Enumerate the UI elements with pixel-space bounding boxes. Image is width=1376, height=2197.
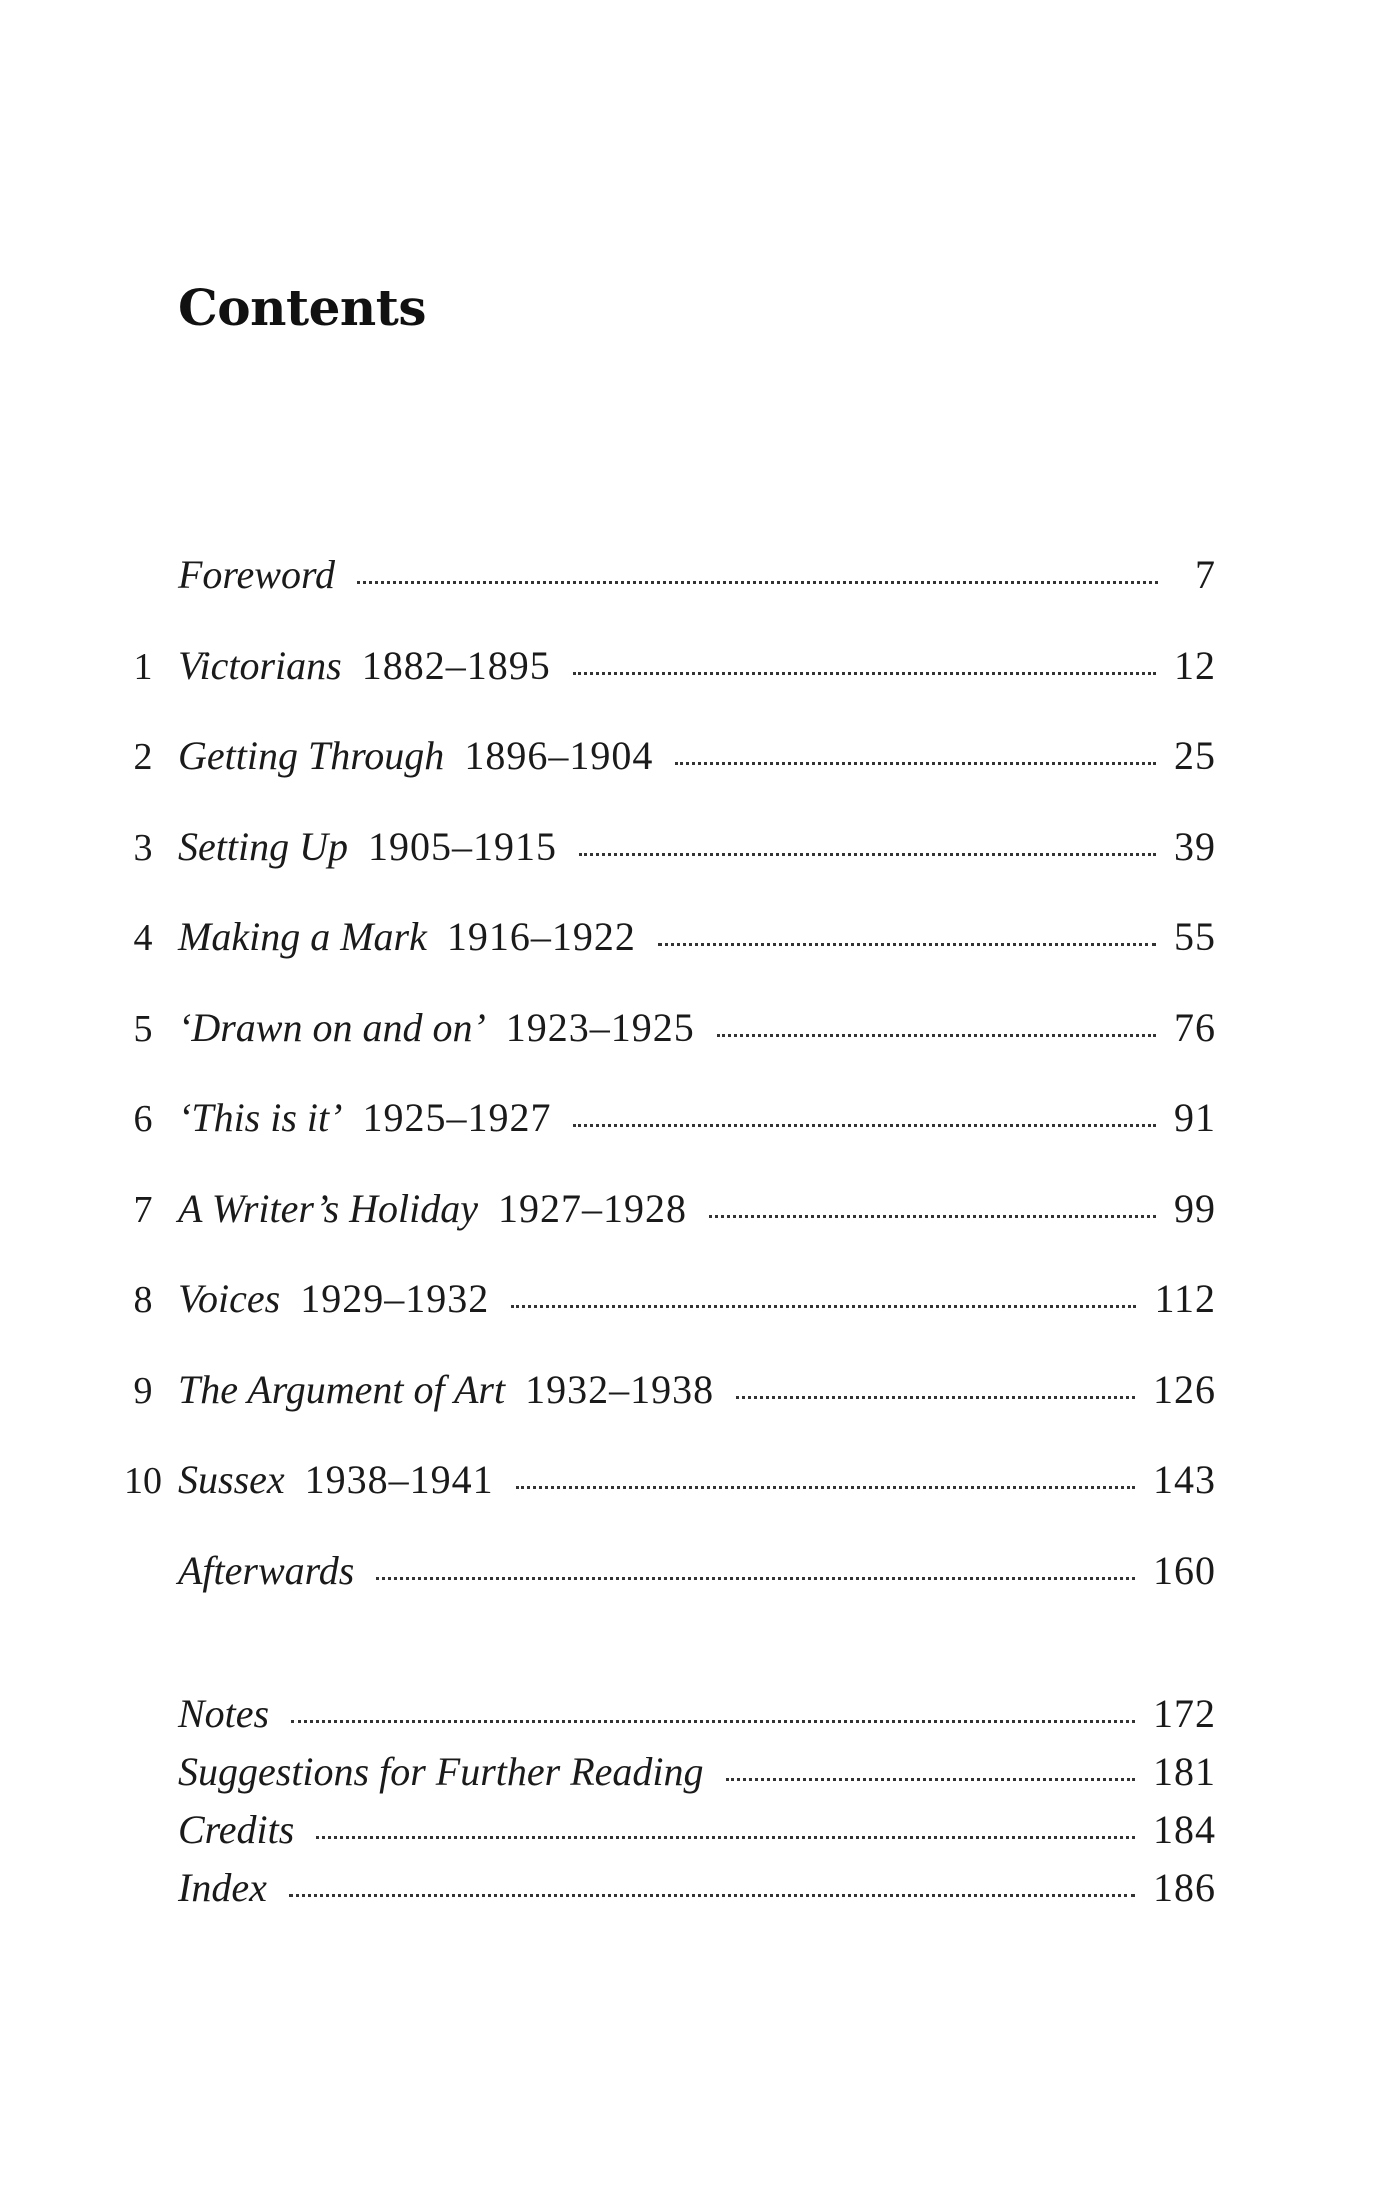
chapter-years: 1882–1895 xyxy=(361,642,551,688)
chapter-title: Setting Up xyxy=(178,823,348,869)
dot-leader xyxy=(709,1215,1156,1218)
dot-leader xyxy=(516,1486,1135,1489)
dot-leader xyxy=(357,581,1158,584)
chapter-years: 1916–1922 xyxy=(446,914,636,959)
page-number: 143 xyxy=(1153,1457,1216,1502)
back-matter-list xyxy=(108,1685,1216,1917)
toc-entry[interactable] xyxy=(108,1743,1216,1801)
section-title: Index xyxy=(178,1865,267,1910)
chapter-number: 1 xyxy=(133,645,153,688)
toc-entry[interactable] xyxy=(108,892,1216,983)
dot-leader xyxy=(717,1034,1156,1037)
dot-leader xyxy=(573,672,1156,675)
chapter-title: The Argument of Art xyxy=(178,1366,506,1412)
page-number: 126 xyxy=(1153,1366,1216,1412)
chapter-title: Sussex xyxy=(178,1457,285,1502)
chapter-years: 1929–1932 xyxy=(300,1276,490,1321)
page-number: 25 xyxy=(1174,733,1216,778)
toc-entry[interactable] xyxy=(108,1254,1216,1345)
chapter-years: 1925–1927 xyxy=(362,1095,552,1140)
toc-entry[interactable] xyxy=(108,530,1216,621)
toc-entry[interactable] xyxy=(108,1859,1216,1917)
chapter-title: Afterwards xyxy=(178,1547,355,1593)
chapter-years: 1896–1904 xyxy=(464,733,654,778)
dot-leader xyxy=(726,1778,1135,1781)
toc-entry[interactable] xyxy=(108,1801,1216,1859)
chapter-number: 5 xyxy=(133,1007,153,1050)
toc-entry[interactable] xyxy=(108,983,1216,1074)
chapter-title: Voices xyxy=(178,1276,281,1321)
chapter-title: A Writer’s Holiday xyxy=(178,1185,479,1231)
chapter-years: 1905–1915 xyxy=(367,823,557,869)
chapter-number: 8 xyxy=(133,1279,153,1321)
chapter-title: Victorians xyxy=(178,642,342,688)
chapter-number: 6 xyxy=(133,1098,153,1140)
page-number: 181 xyxy=(1153,1749,1216,1794)
chapter-title: ‘This is it’ xyxy=(178,1095,343,1140)
toc-entry[interactable] xyxy=(108,711,1216,802)
chapter-years: 1938–1941 xyxy=(304,1457,494,1502)
chapter-years: 1923–1925 xyxy=(505,1004,695,1050)
toc-entry[interactable] xyxy=(108,1526,1216,1617)
chapter-title: Getting Through xyxy=(178,733,445,778)
toc-entry[interactable] xyxy=(108,621,1216,712)
page-number: 99 xyxy=(1174,1185,1216,1231)
section-title: Notes xyxy=(178,1691,270,1736)
dot-leader xyxy=(573,1124,1156,1127)
page-number: 12 xyxy=(1174,642,1216,688)
page-number: 39 xyxy=(1174,823,1216,869)
toc-entry[interactable] xyxy=(108,1685,1216,1743)
chapter-title: ‘Drawn on and on’ xyxy=(178,1004,486,1050)
chapter-title: Making a Mark xyxy=(178,914,427,959)
chapter-title: Foreword xyxy=(178,552,336,597)
dot-leader xyxy=(658,943,1156,946)
chapter-number: 3 xyxy=(133,826,153,869)
page-number: 172 xyxy=(1153,1691,1216,1736)
chapter-number: 4 xyxy=(133,917,153,959)
page-number: 160 xyxy=(1153,1547,1216,1593)
page-number: 112 xyxy=(1154,1276,1216,1321)
toc-entry[interactable] xyxy=(108,1164,1216,1255)
page-number: 184 xyxy=(1153,1807,1216,1852)
toc-entry[interactable] xyxy=(108,802,1216,893)
toc-entry[interactable] xyxy=(108,1345,1216,1436)
dot-leader xyxy=(736,1396,1135,1399)
chapter-years: 1932–1938 xyxy=(525,1366,715,1412)
toc-entry[interactable] xyxy=(108,1073,1216,1164)
chapter-years: 1927–1928 xyxy=(498,1185,688,1231)
dot-leader xyxy=(675,762,1156,765)
page-number: 91 xyxy=(1174,1095,1216,1140)
chapter-number: 2 xyxy=(133,736,153,778)
chapter-number: 7 xyxy=(133,1188,153,1231)
page-number: 186 xyxy=(1153,1865,1216,1910)
dot-leader xyxy=(289,1894,1135,1897)
chapter-number: 10 xyxy=(124,1460,162,1502)
dot-leader xyxy=(376,1577,1135,1580)
page-number: 7 xyxy=(1195,552,1216,597)
page-number: 55 xyxy=(1174,914,1216,959)
page-number: 76 xyxy=(1174,1004,1216,1050)
dot-leader xyxy=(579,853,1156,856)
section-title: Suggestions for Further Reading xyxy=(178,1749,704,1794)
dot-leader xyxy=(291,1720,1135,1723)
page-heading: Contents xyxy=(178,278,427,337)
toc-entry[interactable] xyxy=(108,1435,1216,1526)
dot-leader xyxy=(511,1305,1136,1308)
section-title: Credits xyxy=(178,1807,295,1852)
chapter-list xyxy=(108,530,1216,1616)
dot-leader xyxy=(316,1836,1135,1839)
chapter-number: 9 xyxy=(133,1369,153,1412)
